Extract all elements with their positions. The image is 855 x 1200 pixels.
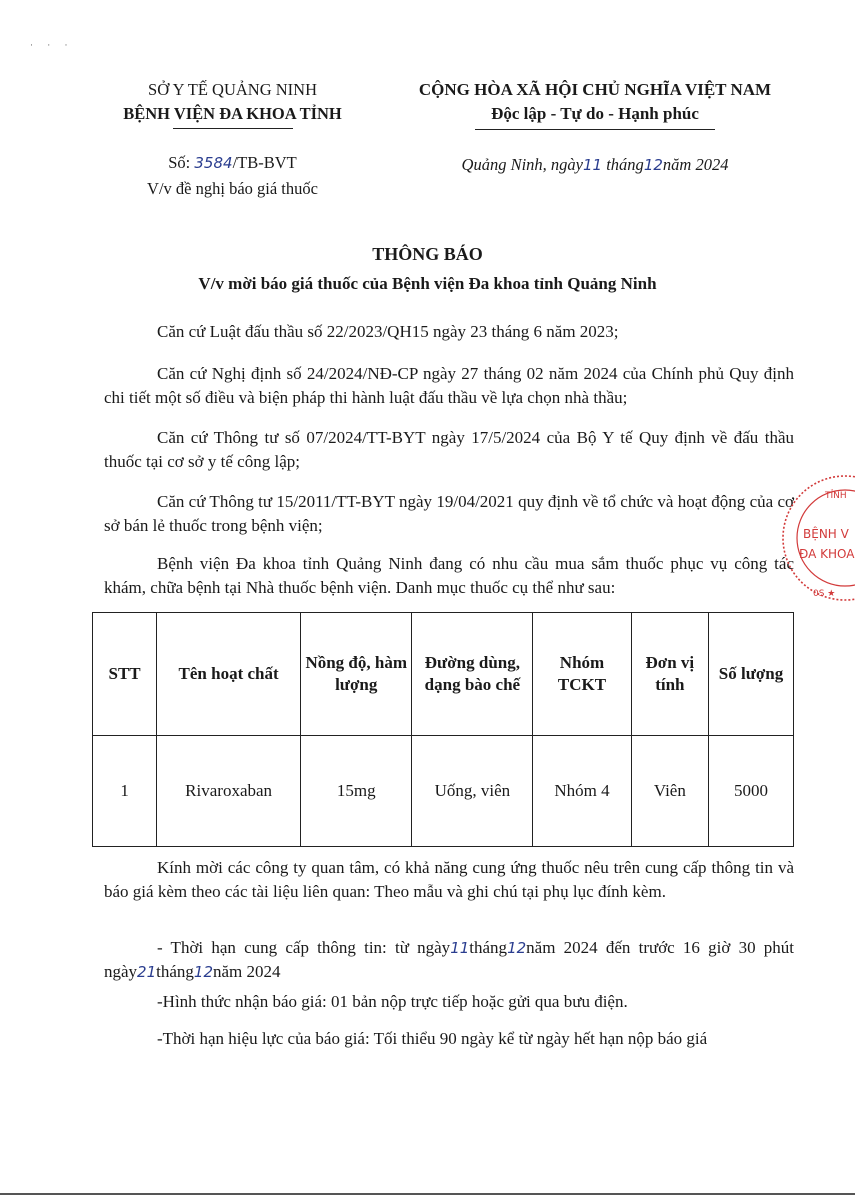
date-month: 12 bbox=[643, 156, 663, 174]
date-year: năm 2024 bbox=[662, 155, 729, 174]
issuer-parent: SỞ Y TẾ QUẢNG NINH bbox=[148, 80, 317, 99]
table-header-row bbox=[93, 613, 794, 736]
col-strength: Nồng độ, hàm lượng bbox=[301, 613, 412, 736]
place-date bbox=[430, 155, 760, 175]
deadline-text-4: tháng bbox=[156, 962, 194, 981]
medicine-table bbox=[92, 612, 794, 847]
info-deadline bbox=[104, 936, 794, 984]
deadline-text-5: năm 2024 bbox=[213, 962, 281, 981]
scan-specks: · · · bbox=[30, 40, 74, 50]
deadline-day-to: 21 bbox=[137, 963, 157, 981]
issuer-name: BỆNH VIỆN ĐA KHOA TỈNH bbox=[123, 104, 342, 123]
cell-route-form: Uống, viên bbox=[412, 736, 533, 847]
date-day: 11 bbox=[583, 156, 603, 174]
svg-text:ĐA KHOA: ĐA KHOA bbox=[799, 547, 855, 561]
cell-active-ingredient: Rivaroxaban bbox=[157, 736, 301, 847]
doc-no-prefix: Số: bbox=[168, 153, 191, 172]
doc-no-suffix: /TB-BVT bbox=[232, 153, 297, 172]
col-unit: Đơn vị tính bbox=[631, 613, 708, 736]
page-bottom-border bbox=[0, 1193, 855, 1195]
deadline-month-to: 12 bbox=[193, 963, 214, 981]
national-header bbox=[395, 78, 795, 130]
deadline-text-2: tháng bbox=[469, 938, 508, 957]
doc-no-handwritten: 3584 bbox=[194, 154, 233, 172]
notice-subtitle: V/v mời báo giá thuốc của Bệnh viện Đa khoa tỉnh Quảng Ninh bbox=[198, 274, 657, 293]
national-motto: Độc lập - Tự do - Hạnh phúc bbox=[491, 104, 699, 123]
procurement-need: Bệnh viện Đa khoa tỉnh Quảng Ninh đang có nhu cầu mua sắm thuốc phục vụ công tác khám, chữa bệnh tại Nhà thuốc bệnh viện. Danh mục thuốc cụ thể như sau: bbox=[104, 554, 794, 597]
col-route-form: Đường dùng, dạng bào chế bbox=[412, 613, 533, 736]
deadline-month-from: 12 bbox=[507, 939, 527, 957]
place-prefix: Quảng Ninh, ngày bbox=[461, 155, 583, 174]
deadline-text-1: - Thời hạn cung cấp thông tin: từ ngày bbox=[157, 938, 451, 957]
invitation: Kính mời các công ty quan tâm, có khả năng cung ứng thuốc nêu trên cung cấp thông tin và báo giá kèm theo các tài liệu liên quan: Theo mẫu và ghi chú tại phụ lục đính kèm. bbox=[104, 858, 794, 901]
cell-quantity: 5000 bbox=[709, 736, 794, 847]
issuer-block bbox=[100, 78, 365, 129]
col-active-ingredient: Tên hoạt chất bbox=[157, 613, 301, 736]
motto-underline bbox=[475, 129, 715, 130]
cell-unit: Viên bbox=[631, 736, 708, 847]
notice-title: THÔNG BÁO bbox=[372, 244, 483, 264]
basis-circular-15: Căn cứ Thông tư 15/2011/TT-BYT ngày 19/04/2021 quy định về tổ chức và hoạt động của cơ sở bán lẻ thuốc trong bệnh viện; bbox=[104, 492, 794, 535]
svg-text:TỈNH: TỈNH bbox=[825, 491, 847, 501]
table-row bbox=[93, 736, 794, 847]
doc-subject: V/v đề nghị báo giá thuốc bbox=[147, 179, 318, 198]
col-quantity: Số lượng bbox=[709, 613, 794, 736]
document-number-block bbox=[100, 150, 365, 202]
col-technical-group: Nhóm TCKT bbox=[533, 613, 631, 736]
col-stt: STT bbox=[93, 613, 157, 736]
submission-method: -Hình thức nhận báo giá: 01 bản nộp trực tiếp hoặc gửi qua bưu điện. bbox=[157, 992, 628, 1011]
basis-circular-07: Căn cứ Thông tư số 07/2024/TT-BYT ngày 17/5/2024 của Bộ Y tế Quy định về đấu thầu thuốc tại cơ sở y tế công lập; bbox=[104, 428, 794, 471]
deadline-day-from: 11 bbox=[450, 939, 470, 957]
basis-decree: Căn cứ Nghị định số 24/2024/NĐ-CP ngày 27 tháng 02 năm 2024 của Chính phủ Quy định chi tiết một số điều và biện pháp thi hành luật đấu thầu về lựa chọn nhà thầu; bbox=[104, 364, 794, 407]
quote-validity: -Thời hạn hiệu lực của báo giá: Tối thiểu 90 ngày kể từ ngày hết hạn nộp báo giá bbox=[157, 1029, 708, 1048]
svg-text:BỆNH V: BỆNH V bbox=[803, 527, 849, 541]
country-name: CỘNG HÒA XÃ HỘI CHỦ NGHĨA VIỆT NAM bbox=[418, 80, 772, 99]
cell-technical-group: Nhóm 4 bbox=[533, 736, 631, 847]
svg-text:0S ★: 0S ★ bbox=[813, 589, 836, 599]
hospital-stamp bbox=[765, 470, 855, 610]
date-month-word: tháng bbox=[606, 155, 644, 174]
basis-law: Căn cứ Luật đấu thầu số 22/2023/QH15 ngày 23 tháng 6 năm 2023; bbox=[157, 322, 619, 341]
cell-stt: 1 bbox=[93, 736, 157, 847]
deadline-text-3: năm 2024 đến trước 16 giờ 30 phút ngày bbox=[104, 938, 794, 981]
cell-strength: 15mg bbox=[301, 736, 412, 847]
issuer-underline bbox=[173, 128, 293, 129]
